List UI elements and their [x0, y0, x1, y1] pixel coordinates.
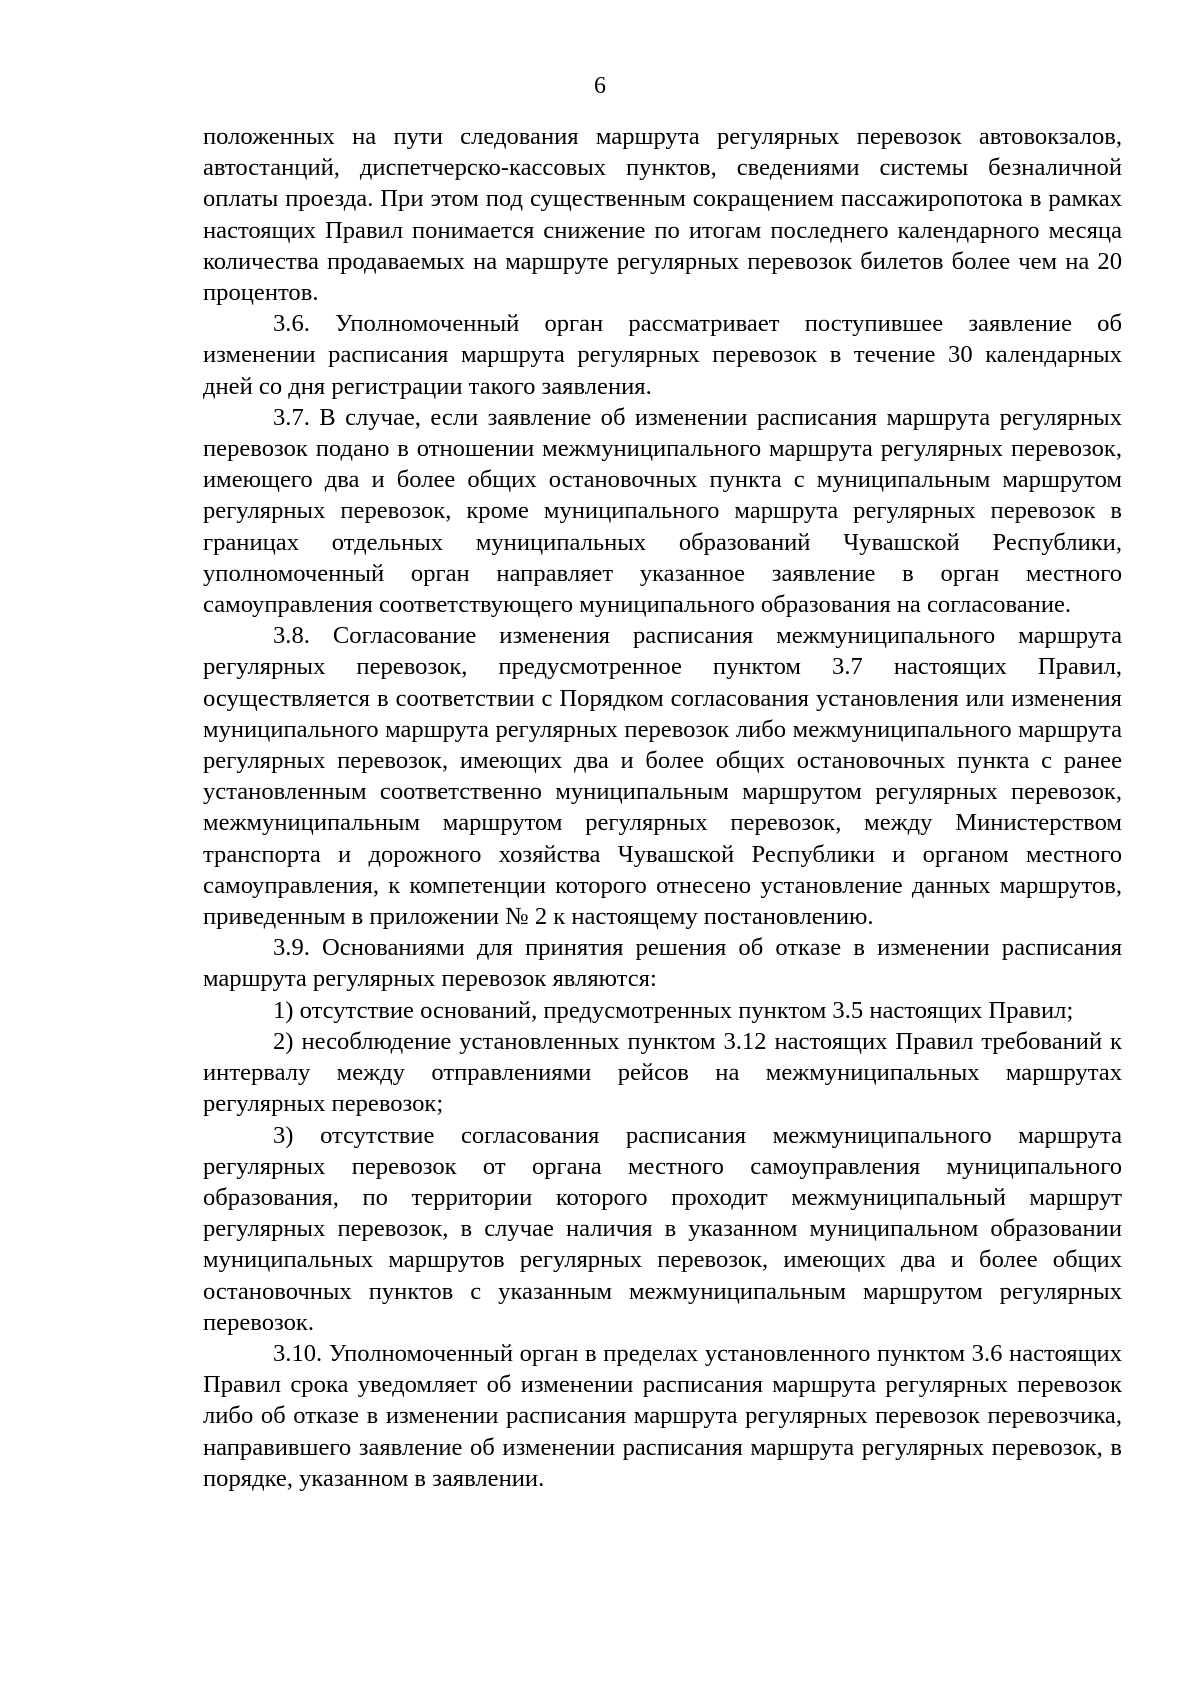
paragraph-3-9: 3.9. Основаниями для принятия решения об отказе в изменении расписания маршрута регулярных перевозок являются:: [203, 934, 1122, 993]
list-item-3-9-1: 1) отсутствие оснований, предусмотренных пунктом 3.5 настоящих Правил;: [273, 996, 1074, 1024]
list-item-3-9-3: 3) отсутствие согласования расписания межмуниципального маршрута регулярных перевозок от органа местного самоуправления муниципального образования, по территории которого проходит межмуниципальный маршрут регулярных перевозок, в случае наличия в указанном муниципальном образовании муниципальных маршрутов регулярных перевозок, имеющих два и более общих остановочных пунктов с указанным межмуниципальным маршрутом регулярных перевозок.: [203, 1121, 1122, 1336]
paragraph-3-10: 3.10. Уполномоченный орган в пределах установленного пунктом 3.6 настоящих Правил срока уведомляет об изменении расписания маршрута регулярных перевозок либо об отказе в изменении расписания маршрута регулярных перевозок перевозчика, направившего заявление об изменении расписания маршрута регулярных перевозок, в порядке, указанном в заявлении.: [203, 1339, 1122, 1492]
paragraph-continuation: положенных на пути следования маршрута регулярных перевозок автовокзалов, автостанций, диспетчерско-кассовых пунктов, сведениями системы безналичной оплаты проезда. При этом под существенным сокращением пассажиропотока в рамках настоящих Правил понимается снижение по итогам последнего календарного месяца количества продаваемых на маршруте регулярных перевозок билетов более чем на 20 процентов.: [203, 123, 1122, 307]
page-number: 6: [594, 73, 606, 99]
list-item-3-9-2: 2) несоблюдение установленных пунктом 3.12 настоящих Правил требований к интервалу между отправлениями рейсов на межмуниципальных маршрутах регулярных перевозок;: [203, 1027, 1122, 1118]
document-body: [203, 121, 1122, 1494]
paragraph-3-7: 3.7. В случае, если заявление об изменении расписания маршрута регулярных перевозок подано в отношении межмуниципального маршрута регулярных перевозок, имеющего два и более общих остановочных пункта с муниципальным маршрутом регулярных перевозок, кроме муниципального маршрута регулярных перевозок в границах отдельных муниципальных образований Чувашской Республики, уполномоченный орган направляет указанное заявление в орган местного самоуправления соответствующего муниципального образования на согласование.: [203, 403, 1122, 619]
paragraph-3-6: 3.6. Уполномоченный орган рассматривает поступившее заявление об изменении расписания маршрута регулярных перевозок в течение 30 календарных дней со дня регистрации такого заявления.: [203, 310, 1122, 400]
paragraph-3-8: 3.8. Согласование изменения расписания межмуниципального маршрута регулярных перевозок, предусмотренное пунктом 3.7 настоящих Правил, осуществляется в соответствии с Порядком согласования установления или изменения муниципального маршрута регулярных перевозок либо межмуниципального маршрута регулярных перевозок, имеющих два и более общих остановочных пункта с ранее установленным соответственно муниципальным маршрутом регулярных перевозок, межмуниципальным маршрутом регулярных перевозок, между Министерством транспорта и дорожного хозяйства Чувашской Республики и органом местного самоуправления, к компетенции которого отнесено установление данных маршрутов, приведенным в приложении № 2 к настоящему постановлению.: [203, 622, 1122, 931]
